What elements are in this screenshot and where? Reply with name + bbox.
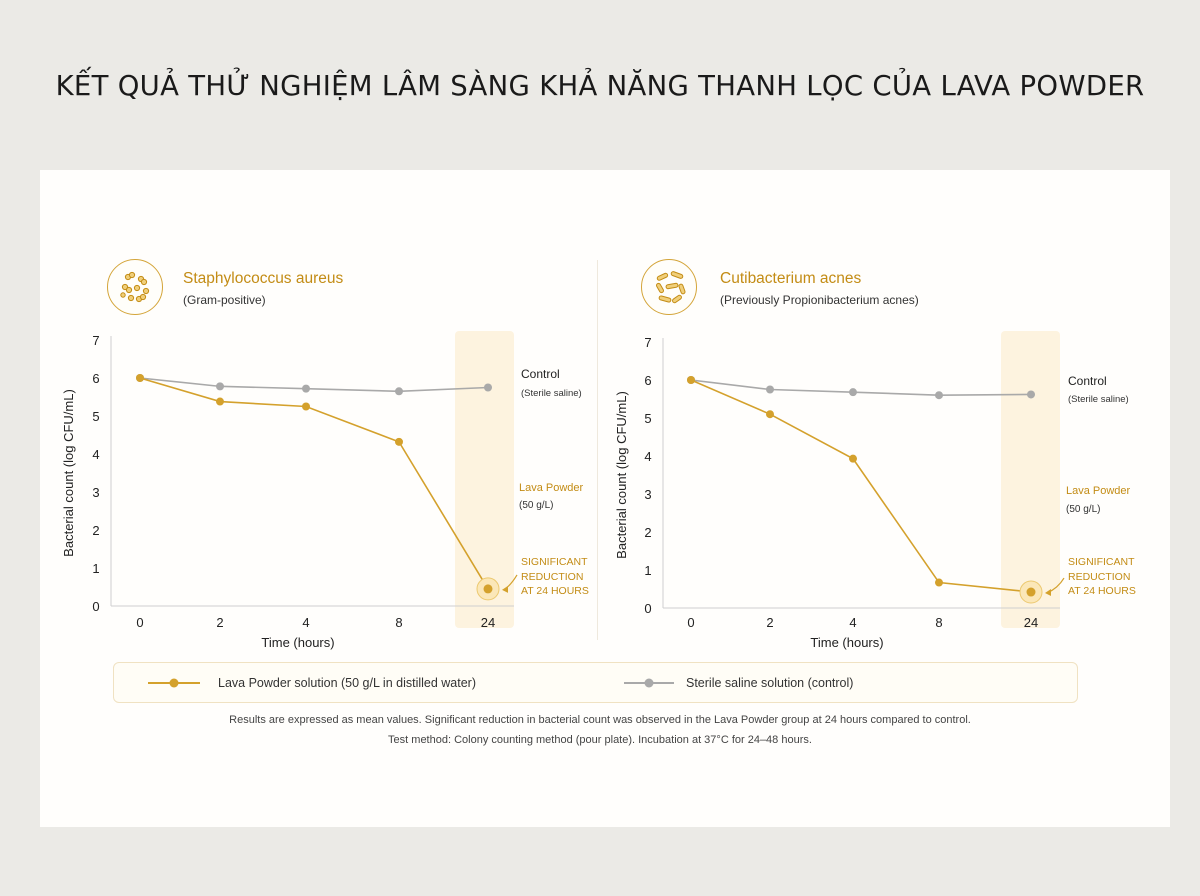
chart-subtitle: (Previously Propionibacterium acnes): [720, 293, 919, 307]
control-data-point: [1027, 390, 1035, 398]
y-tick-label: 2: [92, 523, 100, 538]
y-tick-label: 0: [92, 599, 100, 614]
y-tick-label: 7: [92, 333, 100, 348]
y-tick-label: 3: [644, 487, 652, 502]
lava-data-point: [216, 398, 224, 406]
control-annotation: Control: [1068, 374, 1107, 388]
x-tick-label: 8: [935, 615, 943, 630]
chart-subtitle: (Gram-positive): [183, 293, 266, 307]
x-tick-label: 8: [395, 615, 403, 630]
control-annotation: Control: [521, 367, 560, 381]
y-axis-label: Bacterial count (log CFU/mL): [614, 391, 629, 559]
control-data-point: [216, 382, 224, 390]
x-axis-label: Time (hours): [810, 635, 884, 650]
control-annotation-sub: (Sterile saline): [521, 388, 582, 399]
x-tick-label: 24: [480, 615, 496, 630]
lava-data-point: [302, 403, 310, 411]
y-tick-label: 2: [644, 525, 652, 540]
y-tick-label: 6: [92, 371, 100, 386]
control-data-point: [302, 385, 310, 393]
control-data-point: [935, 391, 943, 399]
x-tick-label: 24: [1023, 615, 1039, 630]
footnote-results: Results are expressed as mean values. Significant reduction in bacterial count was observed in the Lava Powder group at 24 hours compared to control.: [229, 714, 971, 726]
control-data-point: [484, 384, 492, 392]
y-tick-label: 1: [92, 561, 100, 576]
chart-title: Staphylococcus aureus: [183, 270, 344, 287]
lava-data-point: [687, 376, 695, 384]
lava-annotation-sub: (50 g/L): [519, 500, 554, 511]
lava-data-point: [136, 374, 144, 382]
y-tick-label: 1: [644, 563, 652, 578]
y-tick-label: 0: [644, 601, 652, 616]
legend: [113, 662, 1078, 703]
control-data-point: [849, 388, 857, 396]
chart-0: [61, 331, 589, 650]
control-annotation-sub: (Sterile saline): [1068, 394, 1129, 405]
significant-annotation: AT 24 HOURS: [1068, 585, 1136, 597]
x-tick-label: 4: [302, 615, 310, 630]
legend-label-lava: Lava Powder solution (50 g/L in distilled water): [218, 676, 477, 690]
significant-annotation: REDUCTION: [1068, 571, 1131, 583]
control-data-point: [395, 387, 403, 395]
significant-annotation: SIGNIFICANT: [521, 556, 588, 568]
y-axis-label: Bacterial count (log CFU/mL): [61, 389, 76, 557]
footnote-method: Test method: Colony counting method (pour plate). Incubation at 37°C for 24–48 hours.: [388, 734, 812, 746]
lava-annotation-sub: (50 g/L): [1066, 504, 1101, 515]
significant-annotation: REDUCTION: [521, 571, 584, 583]
lava-data-point: [395, 438, 403, 446]
x-tick-label: 0: [687, 615, 695, 630]
significant-annotation: AT 24 HOURS: [521, 585, 589, 597]
y-tick-label: 6: [644, 373, 652, 388]
x-tick-label: 0: [136, 615, 144, 630]
x-axis-label: Time (hours): [261, 635, 335, 650]
y-tick-label: 3: [92, 485, 100, 500]
control-series-line: [140, 378, 488, 391]
lava-annotation: Lava Powder: [1066, 485, 1131, 497]
legend-marker-control: [624, 663, 684, 704]
control-series-line: [691, 380, 1031, 395]
y-tick-label: 7: [644, 335, 652, 350]
chart-title: Cutibacterium acnes: [720, 270, 862, 287]
legend-label-control: Sterile saline solution (control): [686, 676, 854, 690]
lava-annotation: Lava Powder: [519, 482, 584, 494]
y-tick-label: 4: [644, 449, 652, 464]
lava-data-point: [849, 455, 857, 463]
chart-1: [614, 331, 1136, 650]
y-tick-label: 5: [92, 409, 100, 424]
y-tick-label: 5: [644, 411, 652, 426]
lava-data-point: [935, 579, 943, 587]
control-data-point: [766, 386, 774, 394]
x-tick-label: 2: [766, 615, 774, 630]
lava-data-point: [1027, 588, 1036, 597]
page-title: KẾT QUẢ THỬ NGHIỆM LÂM SÀNG KHẢ NĂNG THANH LỌC CỦA LAVA POWDER: [55, 70, 1145, 102]
x-tick-label: 2: [216, 615, 224, 630]
legend-marker-lava: [148, 663, 208, 704]
x-tick-label: 4: [849, 615, 857, 630]
lava-series-line: [691, 380, 1031, 592]
lava-data-point: [766, 410, 774, 418]
lava-data-point: [484, 584, 493, 593]
y-tick-label: 4: [92, 447, 100, 462]
significant-annotation: SIGNIFICANT: [1068, 556, 1135, 568]
lava-series-line: [140, 378, 488, 589]
